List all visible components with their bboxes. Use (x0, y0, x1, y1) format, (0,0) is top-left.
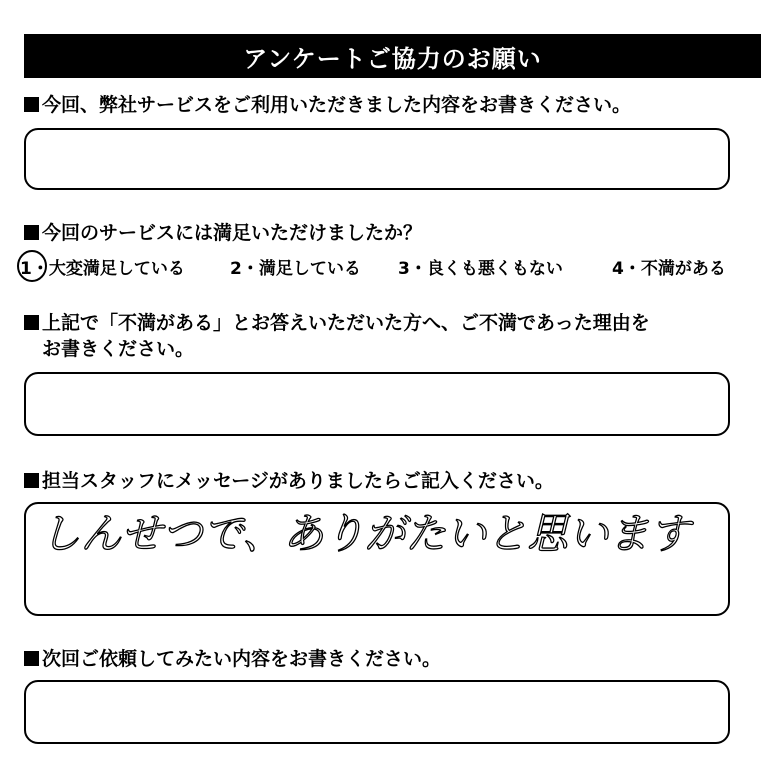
question-2-label (24, 220, 422, 246)
satisfaction-options (20, 254, 735, 280)
square-bullet-icon (24, 651, 39, 666)
handwritten-message (36, 500, 716, 570)
question-3-label (24, 310, 650, 362)
question-1-label (24, 92, 631, 118)
question-3-text-line2: お書きください。 (42, 338, 195, 360)
option-4[interactable] (612, 254, 726, 279)
question-3-answer-box[interactable] (24, 372, 730, 436)
question-1-answer-box[interactable] (24, 128, 730, 190)
question-5-text: 次回ご依頼してみたい内容をお書きください。 (42, 648, 442, 670)
option-2-label: 2・満足している (230, 259, 361, 279)
question-3-text-line1: 上記で「不満がある」とお答えいただいた方へ、ご不満であった理由を (42, 312, 650, 334)
option-1[interactable] (20, 254, 185, 279)
question-2-text: 今回のサービスには満足いただけましたか？ (42, 222, 423, 244)
option-2[interactable] (230, 254, 361, 279)
option-3-label: 3・良くも悪くもない (398, 259, 563, 279)
question-5-answer-box[interactable] (24, 680, 730, 744)
option-4-label: 4・不満がある (612, 259, 726, 279)
option-3[interactable] (398, 254, 563, 279)
square-bullet-icon (24, 97, 39, 112)
question-4-label (24, 468, 554, 494)
square-bullet-icon (24, 473, 39, 488)
square-bullet-icon (24, 225, 39, 240)
question-4-text: 担当スタッフにメッセージがありましたらご記入ください。 (42, 470, 554, 492)
question-4-answer: しんせつで、ありがたいと思います (40, 509, 694, 558)
question-1-text: 今回、弊社サービスをご利用いただきました内容をお書きください。 (42, 94, 632, 116)
square-bullet-icon (24, 315, 39, 330)
option-1-label: 1・大変満足している (20, 259, 185, 279)
question-5-label (24, 646, 441, 672)
form-title: アンケートご協力のお願い (24, 34, 761, 78)
